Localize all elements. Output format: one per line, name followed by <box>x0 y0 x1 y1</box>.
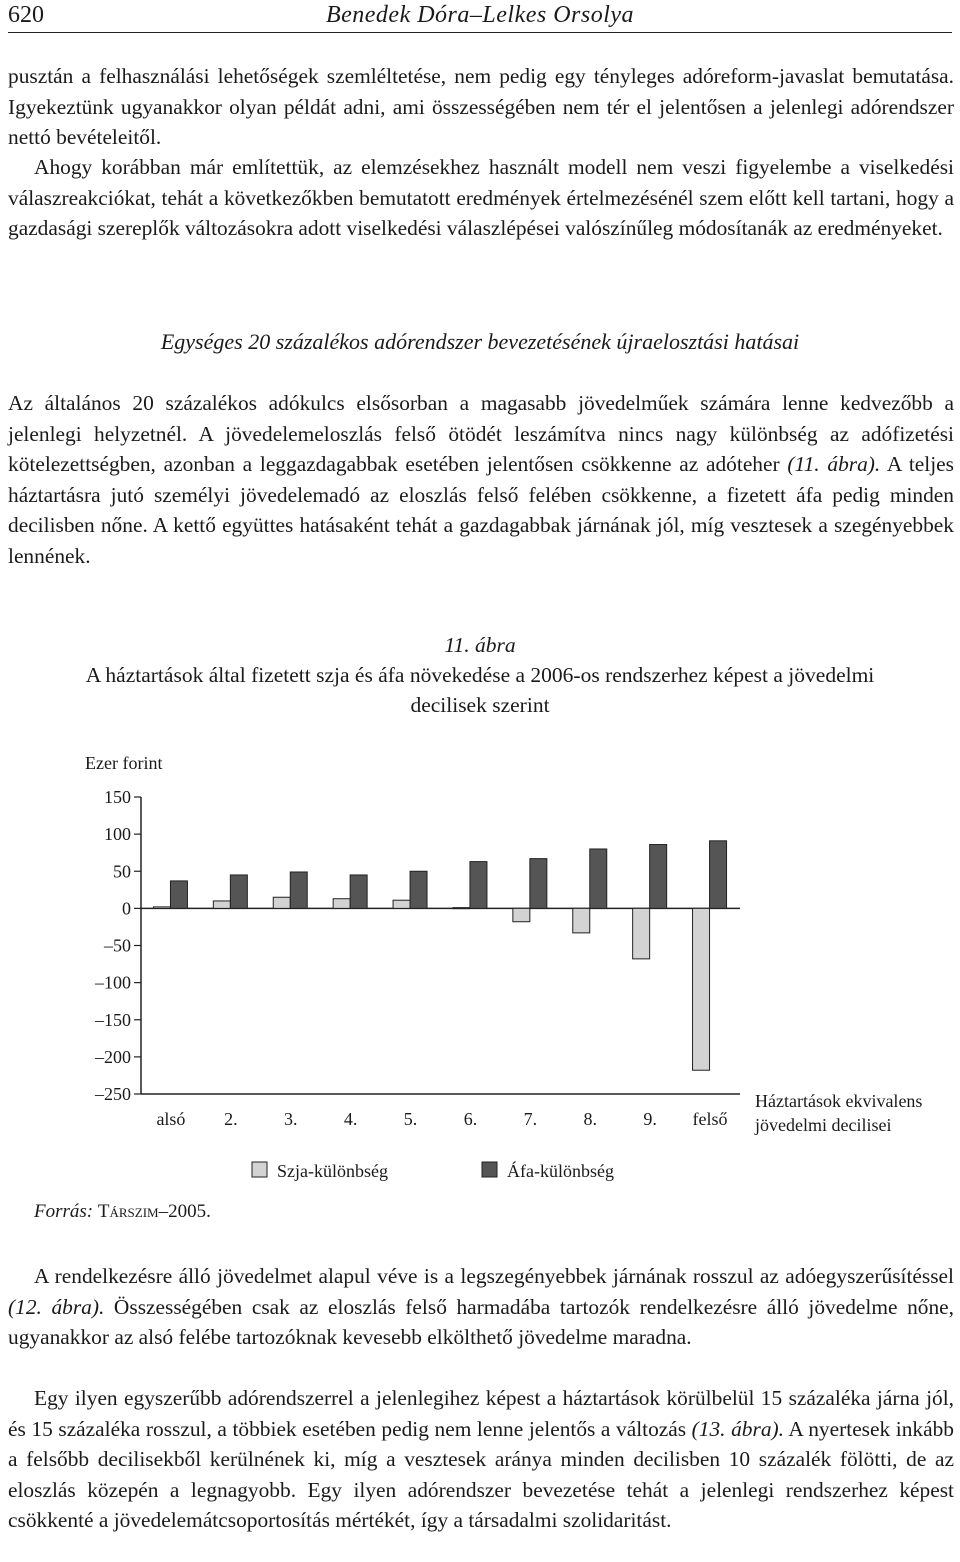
bar-szja <box>513 908 530 921</box>
bar-afa <box>530 859 547 909</box>
page-number: 620 <box>8 2 44 28</box>
paragraph-3 <box>8 388 954 571</box>
y-tick-label: –250 <box>95 1084 131 1104</box>
running-title: Benedek Dóra–Lelkes Orsolya <box>325 2 635 28</box>
figure-reference-12: (12. ábra). <box>8 1294 105 1319</box>
bar-afa <box>590 849 607 908</box>
bar-group <box>153 841 726 1070</box>
x-tick-labels <box>156 1109 727 1129</box>
paragraph-3-text-b: A teljes háztartásra jutó személyi jövedelemadó az eloszlás felső felében csökkenne, a fizetett áfa pedig minden decilisben nőne. A kettő együttes hatásaként tehát a gazdagabbak járnának jól, míg vesztesek a szegényebbek lennének. <box>8 452 954 568</box>
bar-szja <box>693 908 710 1070</box>
y-tick-label: 50 <box>113 861 131 882</box>
legend-label: Áfa-különbség <box>507 1161 614 1181</box>
paragraph-4-text-b: Összességében csak az eloszlás felső harmadába tartozók rendelkezésre álló jövedelme nőne, ugyanakkor az alsó felébe tartozóknak kevesebb elkölthető jövedelme maradna. <box>8 1294 955 1349</box>
paragraph-5-text-a: Egy ilyen egyszerűbb adórendszerrel a jelenlegihez képest a háztartások körülbelül 15 százaléka járna jól, és 15 százaléka rosszul, a többiek esetében pedig nem lenne jelentős a változás <box>8 1386 954 1441</box>
paragraph-4-text-a: A rendelkezésre álló jövedelmet alapul véve is a legszegényebbek járnának rosszul az adóegyszerűsítéssel <box>34 1264 954 1288</box>
paragraph-5-text-b: A nyertesek inkább a felsőbb decilisekből kerülnének ki, míg a vesztesek aránya minden decilisben 10 százalék fölötti, de az eloszlás közepén a legnagyobb. Egy ilyen adórendszer bevezetése tehát a jelenlegi rendszerhez képest csökkenté a jövedelemátcsoportosítás mértékét, így a társadalmi szolidaritást. <box>8 1416 954 1532</box>
bar-szja <box>393 900 410 908</box>
figure-title-line-1: A háztartások által fizetett szja és áfa növekedése a 2006-os rendszerhez képest a jövedelmi <box>85 663 875 687</box>
source-text: Társzim–2005. <box>97 1201 211 1222</box>
figure-number: 11. ábra <box>444 633 516 657</box>
y-tick-label: –200 <box>95 1046 131 1067</box>
figure-reference-13: (13. ábra). <box>691 1416 784 1441</box>
figure-reference-11: (11. ábra). <box>787 452 881 476</box>
bar-szja <box>453 908 470 909</box>
paragraph-4 <box>8 1261 954 1353</box>
bar-afa <box>410 871 427 908</box>
bar-afa <box>170 881 187 908</box>
y-tick-label: 150 <box>104 787 131 807</box>
x-tick-label: 6. <box>463 1109 478 1129</box>
bar-szja <box>213 901 230 908</box>
bar-szja <box>633 908 650 958</box>
bar-afa <box>230 875 247 908</box>
bar-szja <box>153 907 170 908</box>
legend-swatch <box>252 1162 267 1177</box>
x-tick-label: 5. <box>403 1109 418 1129</box>
x-tick-label: 9. <box>643 1109 657 1129</box>
bar-afa <box>290 872 307 908</box>
page-header <box>8 0 952 33</box>
x-tick-label: alsó <box>156 1109 186 1129</box>
bar-szja <box>333 899 350 909</box>
bar-szja <box>573 908 590 933</box>
y-tick-label: 0 <box>122 898 131 919</box>
paragraph-3-text-a: Az általános 20 százalékos adókulcs elsősorban a magasabb jövedelműek számára lenne kedvezőbb a jelenlegi helyzetnél. A jövedelemeloszlás felső ötödét leszámítva nincs nagy különbség az adófizetési kötelezettségben, azonban a leggazdagabbak esetében jelentősen csökkenne az adóteher <box>8 391 954 476</box>
section-title: Egységes 20 százalékos adórendszer bevezetésének újraelosztási hatásai <box>160 329 800 354</box>
figure-title <box>0 660 960 720</box>
bar-afa <box>470 862 487 909</box>
y-tick-label: –150 <box>95 1009 131 1030</box>
bar-afa <box>710 841 727 909</box>
paragraph-2: Ahogy korábban már említettük, az elemzésekhez használt modell nem veszi figyelembe a viselkedési válaszreakciókat, tehát a következőkben bemutatott eredmények értelmezésénél szem előtt kell tartani, hogy a gazdasági szereplők változásokra adott viselkedési válaszlépései valószínűleg módosítanák az eredményeket. <box>8 155 954 240</box>
x-tick-label: 7. <box>523 1109 538 1129</box>
source-label: Forrás: <box>34 1201 94 1222</box>
x-tick-label: 3. <box>284 1109 298 1129</box>
y-tick-label: 100 <box>104 824 131 845</box>
y-tick-label: –50 <box>104 935 131 956</box>
figure-title-line-2: decilisek szerint <box>410 693 550 717</box>
y-axis-label: Ezer forint <box>85 753 163 773</box>
legend-swatch <box>482 1162 497 1177</box>
figure-source <box>34 1199 211 1225</box>
bar-chart <box>0 740 960 1190</box>
x-tick-label: 4. <box>343 1109 358 1129</box>
x-tick-label: felső <box>692 1109 728 1129</box>
x-axis-label-line-1: Háztartások ekvivalens <box>755 1091 923 1111</box>
x-tick-label: 2. <box>224 1109 238 1129</box>
bar-afa <box>350 875 367 908</box>
paragraph-5 <box>8 1383 954 1536</box>
bar-afa <box>650 845 667 909</box>
bar-szja <box>273 897 290 908</box>
chart-legend <box>252 1160 614 1181</box>
paragraph-1: pusztán a felhasználási lehetőségek szemléltetése, nem pedig egy tényleges adóreform-javaslat bemutatása. Igyekeztünk ugyanakkor olyan példát adni, ami összességében nem tér el jelentősen a jelenlegi adórendszer nettó bevételeitől. <box>8 64 954 149</box>
legend-label: Szja-különbség <box>277 1161 388 1181</box>
x-axis-label-line-2: jövedelmi decilisei <box>755 1115 892 1135</box>
y-tick-label: –100 <box>95 972 131 993</box>
x-tick-label: 8. <box>583 1109 597 1129</box>
